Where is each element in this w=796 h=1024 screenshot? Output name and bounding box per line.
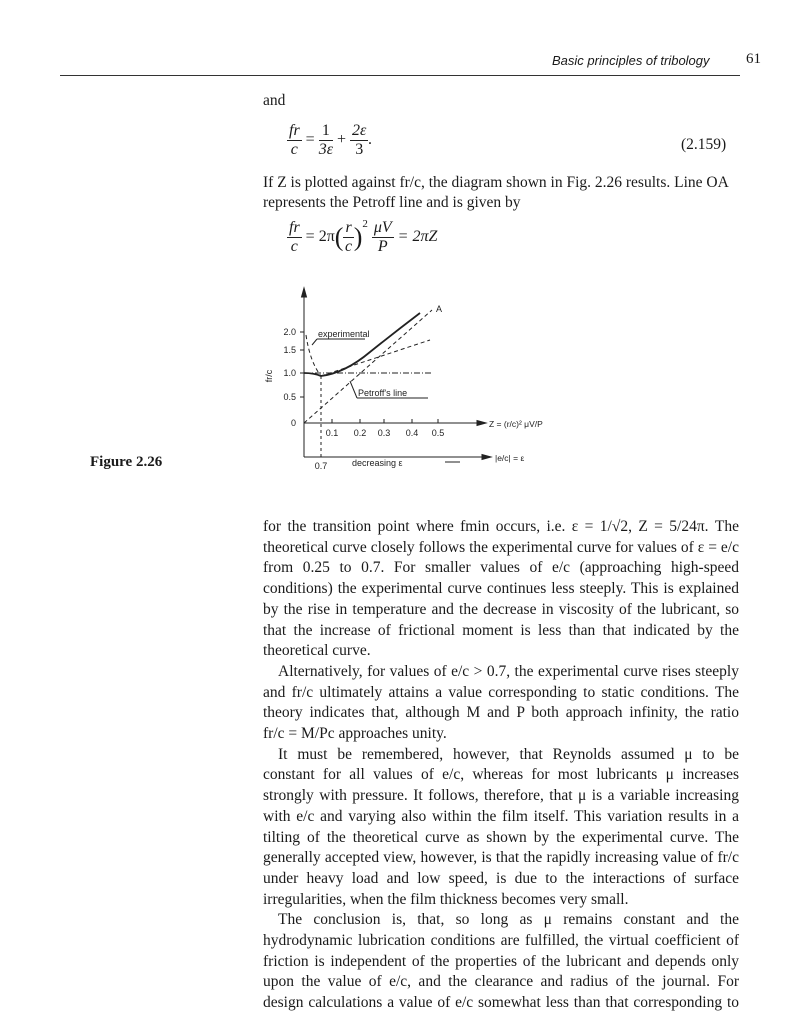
y-tick: 0 — [290, 418, 296, 428]
tangent-line — [321, 340, 430, 376]
paragraph-line: with e/c and varying also within the film itself. This variation results in a — [263, 807, 739, 825]
experimental-curve — [306, 335, 321, 376]
eq-term: c — [290, 141, 298, 158]
theoretical-curve — [304, 313, 420, 376]
eq-term: fr — [289, 122, 300, 139]
eq-term: 2 — [362, 218, 368, 230]
paragraph-line: by the rise in temperature and the decrease in viscosity of the lubricant, so — [263, 600, 739, 618]
paragraph-line: Alternatively, for values of e/c > 0.7, the experimental curve rises steeply — [278, 662, 739, 680]
x-axis-arrow — [477, 421, 486, 426]
page-number: 61 — [746, 51, 761, 67]
x-tick: 0.4 — [405, 428, 419, 438]
paragraph-line: irregularities, when the film thickness becomes very small. — [263, 890, 629, 908]
y-axis-label: fr/c — [264, 369, 274, 383]
paragraph-line: fr/c = M/Pc approaches unity. — [263, 725, 447, 742]
eq-term: = 2πZ — [397, 228, 438, 245]
x-tick: 0.1 — [325, 428, 339, 438]
petroff-leader — [350, 381, 357, 398]
eq-term: c — [345, 237, 353, 255]
x-tick: 0.3 — [377, 428, 391, 438]
experimental-label: experimental — [318, 329, 370, 339]
x-tick: 0.5 — [431, 428, 445, 438]
text-and: and — [263, 92, 286, 109]
eq-term: r — [345, 218, 352, 236]
equation-number: (2.159) — [681, 136, 727, 153]
point-a-label: A — [436, 304, 443, 314]
eq-term: . — [368, 131, 373, 149]
paragraph-line: from 0.25 to 0.7. For smaller values of e/c (approaching high-speed — [263, 559, 739, 577]
paragraph-line: generally accepted view, however, is that the rapidly increasing value of fr/c — [263, 849, 739, 867]
paragraph-line: design calculations a value of e/c somewhat less than that corresponding to — [263, 994, 739, 1012]
paragraph-line: The conclusion is, that, so long as μ remains constant and the — [278, 911, 739, 929]
paragraph-line: under heavy load and low speed, is due to the interactions of surface — [263, 869, 739, 887]
eq-term: = 2π — [305, 228, 335, 245]
eq-term: 1 — [319, 122, 333, 141]
x-axis-label: Z = (r/c)² μV/P — [489, 419, 543, 429]
eq-term: c — [290, 237, 298, 255]
paragraph-line: tilting of the theoretical curve as shown by the experimental curve. The — [263, 828, 739, 846]
paragraph-line: hydrodynamic lubrication conditions are fulfilled, the virtual coefficient of — [263, 932, 739, 949]
y-tick: 0.5 — [283, 392, 296, 402]
eq-term: fr — [289, 218, 300, 236]
paragraph-line: for the transition point where fmin occurs, i.e. ε = 1/√2, Z = 5/24π. The — [263, 518, 739, 535]
paragraph-line: theoretical curve closely follows the experimental curve for values of ε = e/c — [263, 538, 739, 556]
petroff-label: Petroff's line — [358, 388, 408, 398]
experimental-leader — [312, 339, 317, 345]
eq-term: 3 — [355, 141, 364, 158]
paragraph-line: represents the Petroff line and is given by — [263, 194, 521, 211]
decreasing-label: decreasing ε — [352, 458, 403, 468]
second-axis-tick: 0.7 — [314, 461, 328, 471]
y-tick: 2.0 — [283, 327, 296, 337]
paragraph-line: strongly with pressure. It follows, therefore, that μ is a variable increasing — [263, 787, 739, 805]
paragraph-line: constant for all values of e/c, whereas for most lubricants μ increases — [263, 766, 739, 784]
paragraph-line: theoretical curve. — [263, 642, 371, 660]
eq-term: μV — [373, 218, 392, 236]
y-tick: 1.0 — [283, 368, 296, 378]
paragraph-line: upon the value of e/c, and the clearance and radius of the journal. For — [263, 973, 739, 991]
eq-term: 2ε — [352, 122, 367, 139]
running-title: Basic principles of tribology — [552, 53, 710, 68]
eq-term: = — [305, 131, 315, 149]
eq-term: 3ε — [318, 141, 334, 158]
y-axis-arrow — [302, 288, 307, 297]
paragraph-line: conditions) the experimental curve continues less steeply. This is explained — [263, 580, 739, 598]
eq-term: P — [377, 237, 388, 255]
paragraph-line: If Z is plotted against fr/c, the diagram shown in Fig. 2.26 results. Line OA — [263, 174, 729, 191]
figure-caption: Figure 2.26 — [90, 454, 163, 470]
petroff-equation: $\frac{fr}{c}$ = 2π( $\frac{r}{c}$ )$^2$ $\frac{\mu V}{P}$ = 2πZ — [289, 218, 438, 255]
paragraph-line: and fr/c ultimately attains a value corresponding to static conditions. The — [263, 683, 739, 701]
eq-term: + — [337, 131, 347, 149]
paragraph-line: friction is independent of the properties of the lubricant and depends only — [263, 952, 739, 970]
paragraph-line: that the increase of frictional moment is less than that indicated by the — [263, 621, 739, 639]
second-axis-label: |e/c| = ε — [495, 453, 525, 463]
x-tick: 0.2 — [353, 428, 367, 438]
second-axis-arrow — [482, 455, 491, 460]
paragraph-line: theory indicates that, although M and P both approach infinity, the ratio — [263, 704, 739, 722]
paragraph-line: It must be remembered, however, that Reynolds assumed μ to be — [278, 745, 739, 763]
petroff-line — [304, 310, 432, 423]
y-tick: 1.5 — [283, 345, 296, 355]
